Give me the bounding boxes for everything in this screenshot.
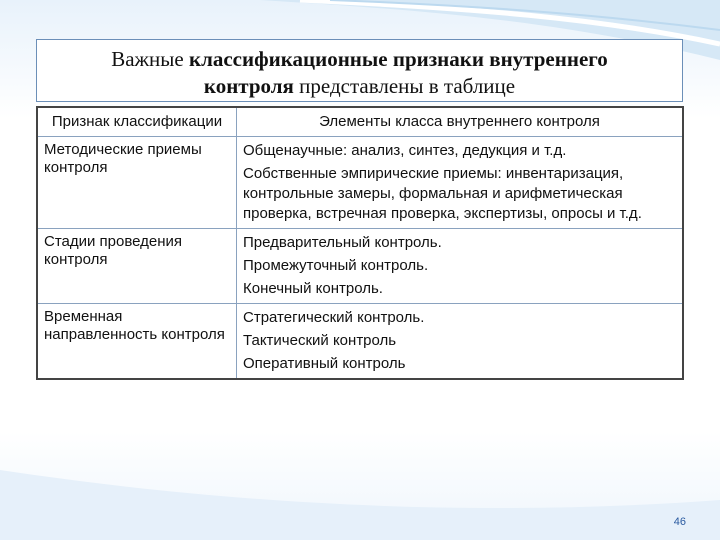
element-item: Предварительный контроль. (243, 234, 442, 251)
title-bold-2: контроля (203, 74, 294, 98)
row-feature: Методические приемы контроля (37, 137, 237, 229)
row-elements (237, 304, 684, 380)
page-number: 46 (673, 516, 686, 528)
element-item: Промежуточный контроль. (243, 257, 429, 274)
element-item: Стратегический контроль. (243, 309, 425, 326)
title-text-1: Важные (111, 47, 189, 71)
table-row (37, 229, 683, 304)
row-elements (237, 229, 684, 304)
element-item: Общенаучные: анализ, синтез, дедукция и т.д. (243, 142, 567, 159)
classification-table (36, 106, 684, 380)
element-item: Тактический контроль (243, 332, 397, 349)
row-elements (237, 137, 684, 229)
row-feature: Временная направленность контроля (37, 304, 237, 380)
table-header-row (37, 107, 683, 137)
title-text-2: представлены в таблице (293, 74, 516, 98)
header-feature: Признак классификации (37, 107, 237, 137)
title-bold-1: классификационные признаки внутреннего (188, 47, 608, 71)
element-item: Конечный контроль. (243, 280, 383, 297)
table-row (37, 137, 683, 229)
slide-title (36, 39, 683, 102)
element-item: Собственные эмпирические приемы: инвентаризация, контрольные замеры, формальная и арифметическая проверка, встречная проверка, экспертизы, опросы и т.д. (243, 165, 642, 222)
table-row (37, 304, 683, 380)
element-item: Оперативный контроль (243, 355, 406, 372)
row-feature: Стадии проведения контроля (37, 229, 237, 304)
header-elements: Элементы класса внутреннего контроля (237, 107, 684, 137)
